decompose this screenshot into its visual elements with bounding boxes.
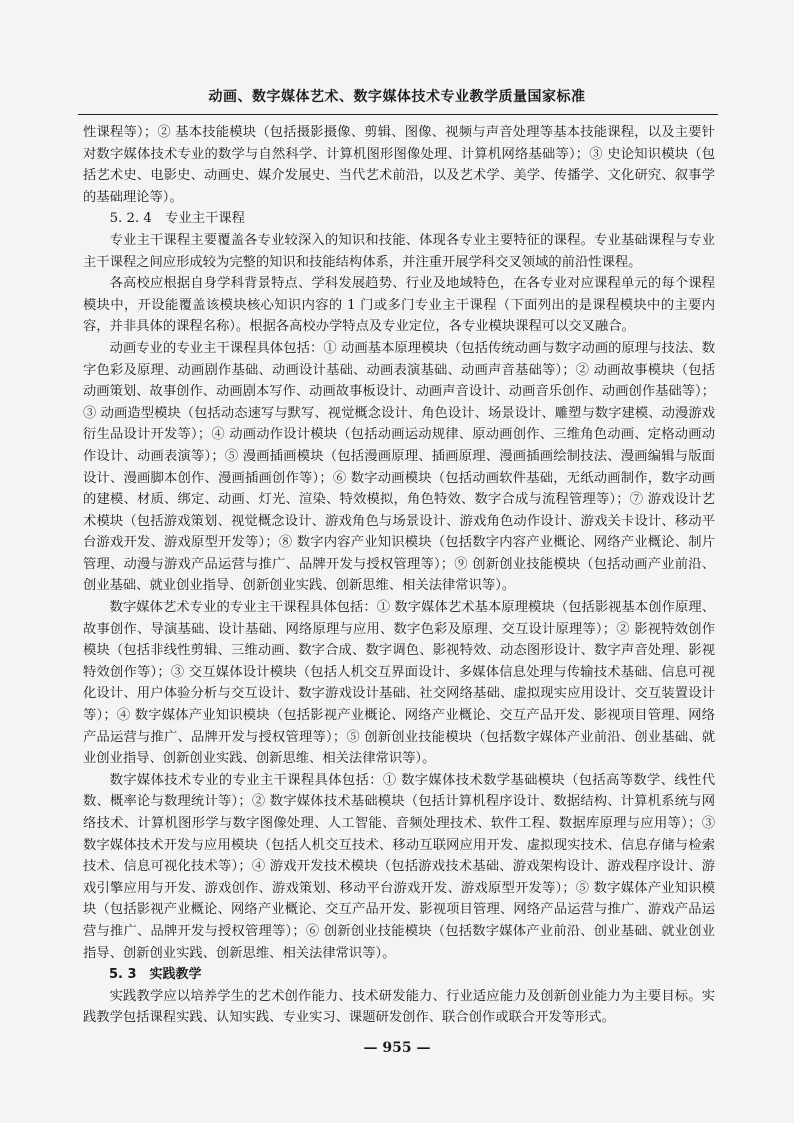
paragraph-digital-media-art-courses: 数字媒体艺术专业的专业主干课程具体包括：① 数字媒体艺术基本原理模块（包括影视基本创作原理、故事创作、导演基础、设计基础、网络原理与应用、数字色彩及原理、交互设计原理等）；② 影视特效创作模块（包括非线性剪辑、三维动画、数字合成、数字调色、影视特效、动态图形设计、数字声音处理、影视特效创作等）；③ 交互媒体设计模块（包括人机交互界面设计、多媒体信息处理与传输技术基础、信息可视化设计、用户体验分析与交互设计、数字游戏设计基础、社交网络基础、虚拟现实应用设计、交互装置设计等）；④ 数字媒体产业知识模块（包括影视产业概论、网络产业概论、交互产品开发、影视项目管理、网络产品运营与推广、品牌开发与授权管理等）；⑤ 创新创业技能模块（包括数字媒体产业前沿、创业基础、就业创业指导、创新创业实践、创新思维、相关法律常识等）。 (83, 600, 715, 767)
page-number: — 955 — (363, 1040, 431, 1056)
paragraph-digital-media-tech-courses: 数字媒体技术专业的专业主干课程具体包括：① 数字媒体技术数学基础模块（包括高等数学、线性代数、概率论与数理统计等）；② 数字媒体技术基础模块（包括计算机程序设计、数据结构、计算机系统与网络技术、计算机图形学与数字图像处理、人工智能、音频处理技术、软件工程、数据库原理与应用等）；③ 数字媒体技术开发与应用模块（包括人机交互技术、移动互联网应用开发、虚拟现实技术、信息存储与检索技术、信息可视化技术等）；④ 游戏开发技术模块（包括游戏技术基础、游戏架构设计、游戏程序设计、游戏引擎应用与开发、游戏创作、游戏策划、移动平台游戏开发、游戏原型开发等）；⑤ 数字媒体产业知识模块（包括影视产业概论、网络产业概论、交互产品开发、影视项目管理、网络产品运营与推广、游戏产品运营与推广、品牌开发与授权管理等）；⑥ 创新创业技能模块（包括数字媒体产业前沿、创业基础、就业创业指导、创新创业实践、创新思维、相关法律常识等）。 (83, 772, 715, 961)
page-body (83, 122, 715, 1029)
running-header: 动画、数字媒体艺术、数字媒体技术专业教学质量国家标准 (208, 89, 586, 105)
paragraph-basic-modules: 性课程等）；② 基本技能模块（包括摄影摄像、剪辑、图像、视频与声音处理等基本技能课程，以及主要针对数字媒体技术专业的数学与自然科学、计算机图形图像处理、计算机网络基础等）；③ 史论知识模块（包括艺术史、电影史、动画史、媒介发展史、当代艺术前沿，以及艺术学、美学、传播学、文化研究、叙事学的基础理论等）。 (83, 125, 715, 205)
paragraph-core-courses-intro: 专业主干课程主要覆盖各专业较深入的知识和技能、体现各专业主要特征的课程。专业基础课程与专业主干课程之间应形成较为完整的知识和技能结构体系，并注重开展学科交叉领域的前沿性课程。 (83, 232, 715, 270)
paragraph-practice-teaching: 实践教学应以培养学生的艺术创作能力、技术研发能力、行业适应能力及创新创业能力为主要目标。实践教学包括课程实践、认知实践、专业实习、课题研发创作、联合创作或联合开发等形式。 (83, 988, 715, 1026)
section-heading-5-2-4: 5. 2. 4 专业主干课程 (109, 211, 245, 227)
section-heading-5-3: 5. 3 实践教学 (109, 967, 202, 983)
header-rule (78, 114, 718, 115)
paragraph-animation-courses: 动画专业的专业主干课程具体包括：① 动画基本原理模块（包括传统动画与数字动画的原理与技法、数字色彩及原理、动画剧作基础、动画设计基础、动画表演基础、动画声音基础等）；② 动画故事模块（包括动画策划、故事创作、动画剧本写作、动画故事板设计、动画声音设计、动画音乐创作、动画创作基础等）；③ 动画造型模块（包括动态速写与默写、视觉概念设计、角色设计、场景设计、雕塑与数字建模、动漫游戏衍生品设计开发等）；④ 动画动作设计模块（包括动画运动规律、原动画创作、三维角色动画、定格动画动作设计、动画表演等）；⑤ 漫画插画模块（包括漫画原理、插画原理、漫画插画绘制技法、漫画编辑与版面设计、漫画脚本创作、漫画插画创作等）；⑥ 数字动画模块（包括动画软件基础，无纸动画制作，数字动画的建模、材质、绑定、动画、灯光、渲染、特效模拟，角色特效、数字合成与流程管理等）；⑦ 游戏设计艺术模块（包括游戏策划、视觉概念设计、游戏角色与场景设计、游戏角色动作设计、游戏关卡设计、移动平台游戏开发、游戏原型开发等）；⑧ 数字内容产业知识模块（包括数字内容产业概论、网络产业概论、制片管理、动漫与游戏产品运营与推广、品牌开发与授权管理等）；⑨ 创新创业技能模块（包括动画产业前沿、创业基础、就业创业指导、创新创业实践、创新思维、相关法律常识等）。 (83, 340, 715, 594)
paragraph-core-courses-guidance: 各高校应根据自身学科背景特点、学科发展趋势、行业及地域特色，在各专业对应课程单元的每个课程模块中，开设能覆盖该模块核心知识内容的 1 门或多门专业主干课程（下面列出的是课程模块中的主要内容，并非具体的课程名称）。根据各高校办学特点及专业定位，各专业模块课程可以交叉融合。 (83, 276, 715, 335)
